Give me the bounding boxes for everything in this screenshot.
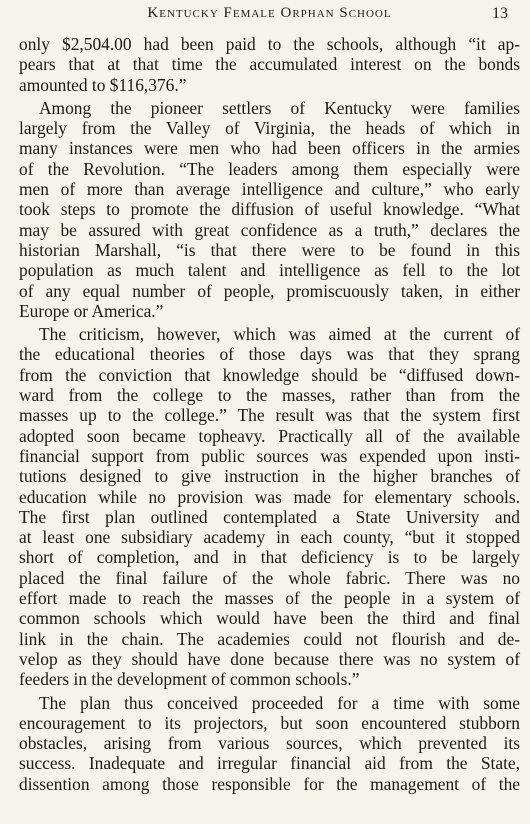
paragraph — [19, 324, 520, 689]
text-line: pears that at that time the accumulated interest on the bonds — [19, 54, 520, 75]
paragraph — [19, 693, 520, 794]
text-line: feeders in the development of common schools.” — [19, 669, 360, 690]
text-line: masses up to the college.” The result was that the system first — [19, 405, 520, 426]
text-line: ward from the college to the masses, rather than from the — [19, 385, 520, 406]
text-line: short of completion, and in that deficiency is to be largely — [19, 547, 520, 568]
text-line: velop as they should have done because there was no system of — [19, 648, 520, 669]
text-line: Among the pioneer settlers of Kentucky were families — [39, 97, 520, 118]
body-text — [19, 34, 520, 794]
text-line: education while no provision was made for elementary schools. — [19, 486, 520, 507]
text-line: The first plan outlined contemplated a State University and — [19, 506, 520, 527]
text-line: the educational theories of those days was that they sprang — [19, 344, 520, 365]
text-line: only $2,504.00 had been paid to the schools, although “it ap- — [19, 34, 520, 54]
text-line: men of more than average intelligence and culture,” who early — [19, 179, 520, 200]
text-line: Europe or America.” — [19, 300, 164, 321]
paragraph — [19, 34, 520, 95]
text-line: amounted to $116,376.” — [19, 74, 187, 95]
text-line: may be assured with great confidence as a truth,” declares the — [19, 219, 520, 240]
text-line: success. Inadequate and irregular financial aid from the State, — [19, 753, 520, 774]
text-line: obstacles, arising from various sources, which prevented its — [19, 733, 520, 754]
text-line: of the Revolution. “The leaders among them especially were — [19, 158, 520, 179]
text-line: at least one subsidiary academy in each county, “but it stopped — [19, 527, 520, 548]
running-title: Kentucky Female Orphan School — [147, 5, 392, 21]
paragraph — [19, 98, 520, 321]
text-line: adopted soon became topheavy. Practically all of the available — [19, 425, 520, 446]
text-line: historian Marshall, “is that there were to be found in this — [19, 239, 520, 260]
text-line: from the conviction that knowledge should be “diffused down- — [19, 364, 520, 385]
text-line: took steps to promote the diffusion of useful knowledge. “What — [19, 199, 520, 220]
text-line: effort made to reach the masses of the people in a system of — [19, 588, 520, 609]
text-line: The criticism, however, which was aimed at the current of — [39, 324, 520, 345]
text-line: placed the final failure of the whole fabric. There was no — [19, 567, 520, 588]
text-line: many instances were men who had been officers in the armies — [19, 138, 520, 159]
text-line: of any equal number of people, promiscuously taken, in either — [19, 280, 520, 301]
text-line: common schools which would have been the third and final — [19, 608, 520, 629]
text-line: link in the chain. The academies could not flourish and de- — [19, 628, 520, 649]
text-line: encouragement to its projectors, but soon encountered stubborn — [19, 712, 520, 733]
page-number: 13 — [492, 5, 508, 22]
text-line: The plan thus conceived proceeded for a time with some — [39, 692, 520, 713]
running-head — [19, 0, 520, 34]
text-line: tutions designed to give instruction in the higher branches of — [19, 466, 520, 487]
text-line: financial support from public sources was expended upon insti- — [19, 445, 520, 466]
text-line: dissention among those responsible for the management of the — [19, 773, 520, 794]
text-line: population as much talent and intelligence as fell to the lot — [19, 260, 520, 281]
text-line: largely from the Valley of Virginia, the heads of which in — [19, 118, 520, 139]
